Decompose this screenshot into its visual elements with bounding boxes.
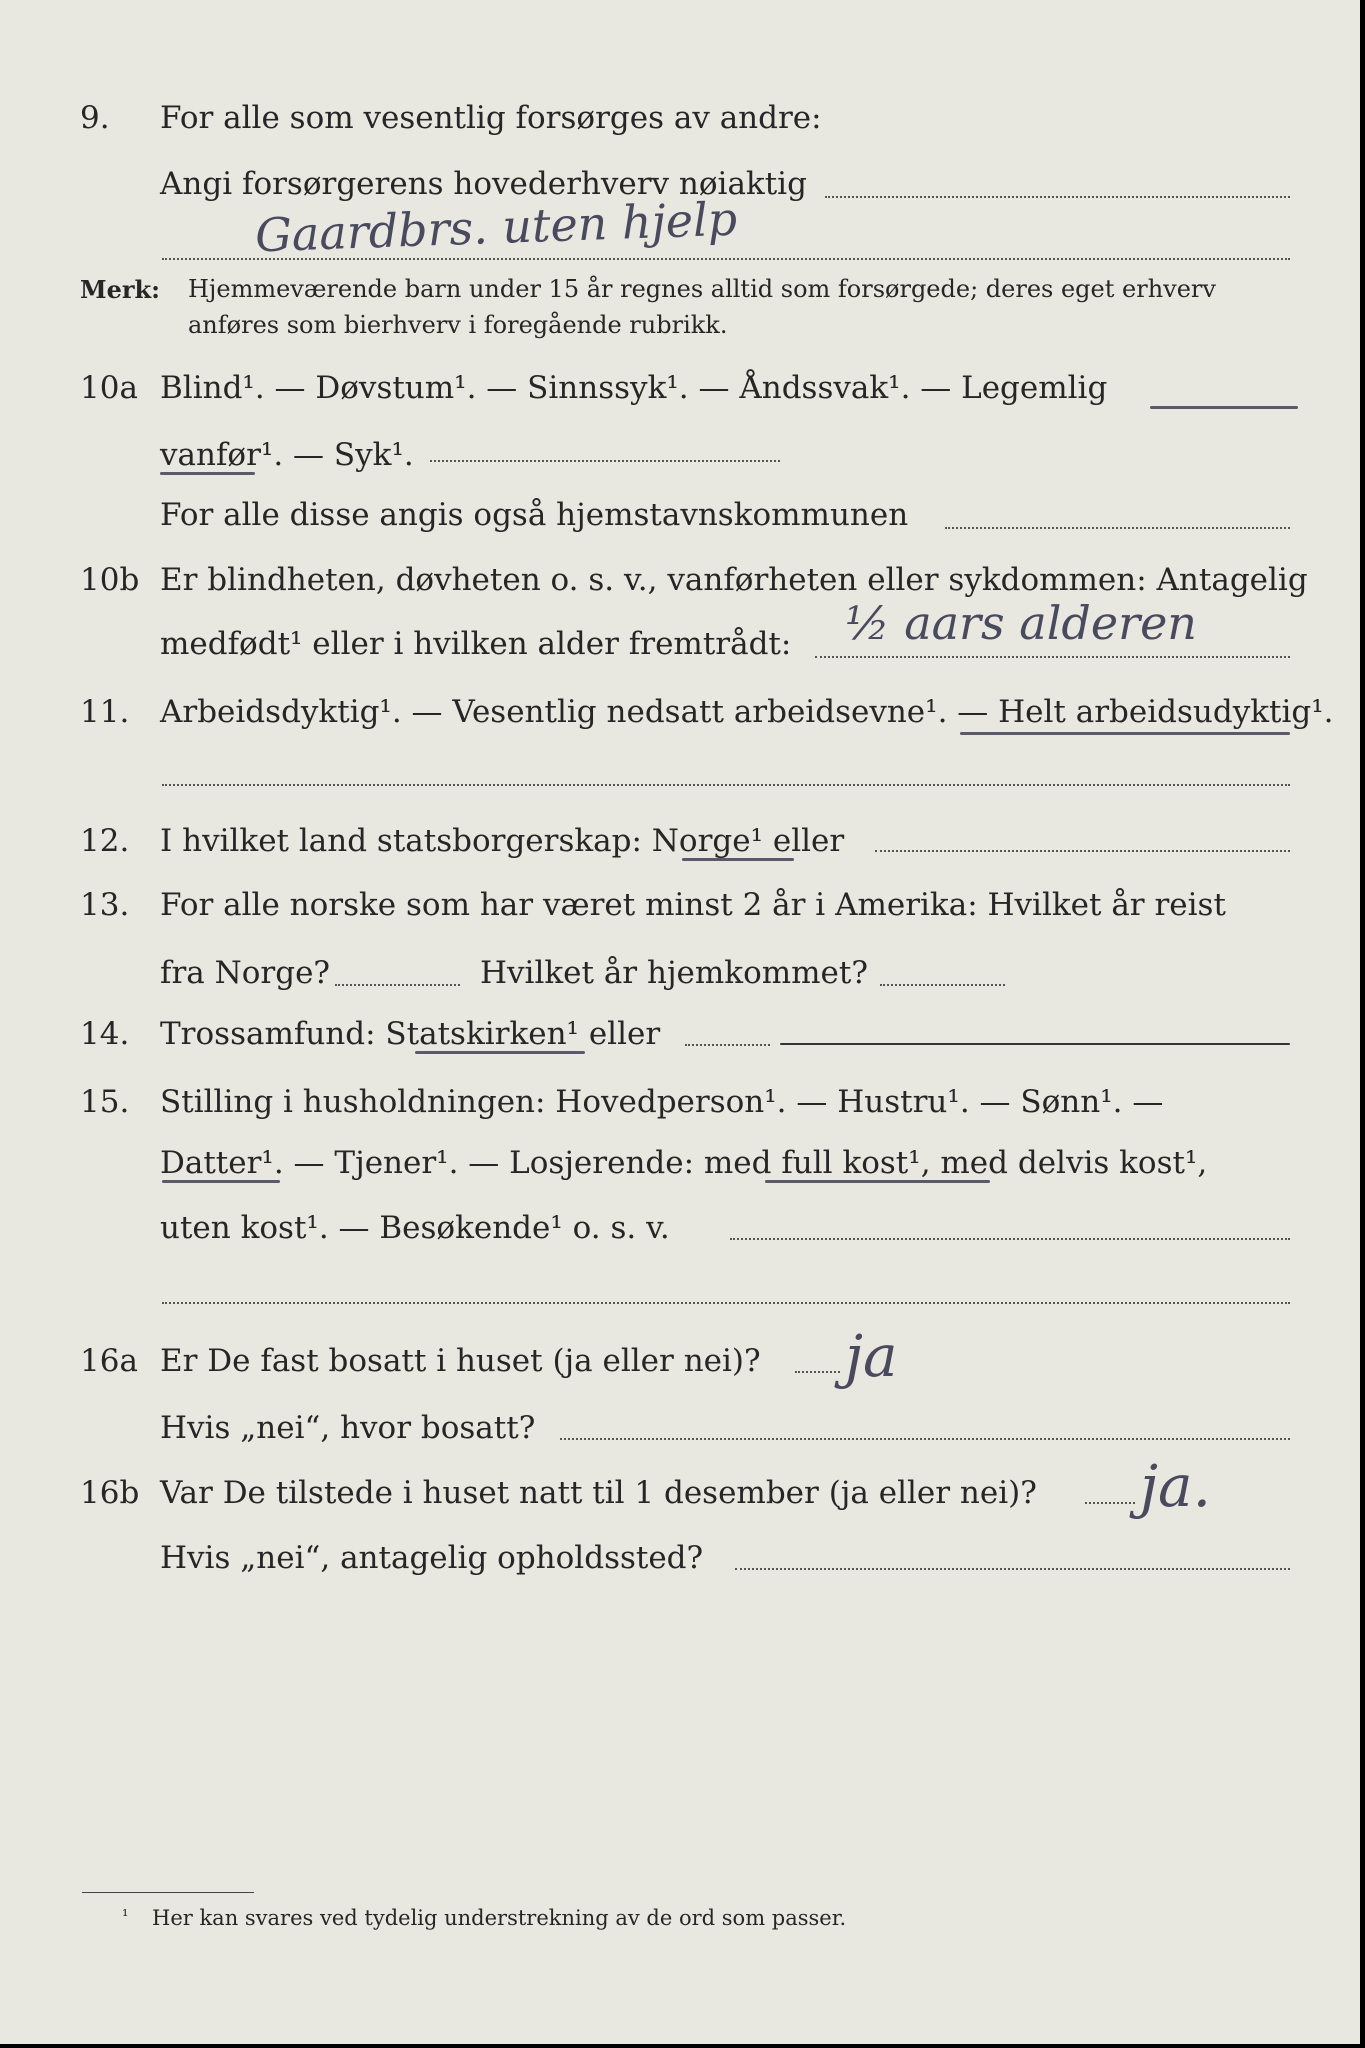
q11-dotted-line — [162, 784, 1290, 786]
q15-underline-full-kost — [765, 1180, 990, 1183]
q11-number: 11. — [80, 694, 130, 730]
q11-underline-helt — [960, 732, 1290, 735]
merk-text-1: Hjemmeværende barn under 15 år regnes alltid som forsørgede; deres eget erhverv — [188, 275, 1216, 303]
q10b-text-1: Er blindheten, døvheten o. s. v., vanførheten eller sykdommen: Antagelig — [160, 562, 1308, 598]
q14-answer-line — [780, 1043, 1290, 1045]
q16b-text-2: Hvis „nei“, antagelig opholdssted? — [160, 1540, 704, 1576]
q16a-text-1: Er De fast bosatt i huset (ja eller nei)? — [160, 1343, 761, 1379]
q15-text-3: uten kost¹. — Besøkende¹ o. s. v. — [160, 1210, 670, 1246]
q14-number: 14. — [80, 1016, 130, 1052]
q12-dotted-line — [875, 850, 1290, 852]
q16b-number: 16b — [80, 1475, 140, 1511]
q10b-text-2: medfødt¹ eller i hvilken alder fremtrådt: — [160, 626, 792, 662]
q16a-dotted-line-2 — [560, 1438, 1290, 1440]
q14-dotted-line-1 — [685, 1044, 770, 1046]
q10b-number: 10b — [80, 562, 140, 598]
q13-dotted-line-1 — [335, 984, 460, 986]
q10a-number: 10a — [80, 370, 138, 406]
q10a-dotted-line-2 — [945, 527, 1290, 529]
q13-text-2a: fra Norge? — [160, 955, 331, 991]
q15-dotted-line-2 — [162, 1302, 1290, 1304]
q15-dotted-line-1 — [730, 1238, 1290, 1240]
q10a-underline-legemlig — [1150, 406, 1298, 409]
q16a-text-2: Hvis „nei“, hvor bosatt? — [160, 1410, 536, 1446]
q16b-dotted-line-1 — [1085, 1502, 1135, 1504]
q12-underline-norge — [682, 858, 794, 861]
merk-text-2: anføres som bierhverv i foregående rubrikk. — [188, 311, 728, 339]
q15-text-2: Datter¹. — Tjener¹. — Losjerende: med full kost¹, med delvis kost¹, — [160, 1145, 1208, 1181]
q13-number: 13. — [80, 887, 130, 923]
q16b-text-1: Var De tilstede i huset natt til 1 desember (ja eller nei)? — [160, 1475, 1037, 1511]
q10a-underline-vanfor — [160, 472, 255, 475]
merk-label: Merk: — [80, 275, 160, 304]
q10a-dotted-line-1 — [430, 460, 780, 462]
q12-number: 12. — [80, 823, 130, 859]
q14-text-1: Trossamfund: Statskirken¹ eller — [160, 1016, 661, 1052]
q13-dotted-line-2 — [880, 984, 1005, 986]
q9-number: 9. — [80, 100, 110, 136]
q12-text-1: I hvilket land statsborgerskap: Norge¹ eller — [160, 823, 845, 859]
q9-dotted-line-2 — [162, 258, 1290, 260]
q10b-handwritten-answer: ½ aars alderen — [845, 596, 1197, 650]
q10a-text-1: Blind¹. — Døvstum¹. — Sinnssyk¹. — Åndssvak¹. — Legemlig — [160, 370, 1108, 406]
q15-number: 15. — [80, 1084, 130, 1120]
q16b-handwritten-answer: ja. — [1140, 1452, 1211, 1520]
q13-text-1: For alle norske som har været minst 2 år i Amerika: Hvilket år reist — [160, 887, 1226, 923]
q16b-dotted-line-2 — [735, 1568, 1290, 1570]
footnote-text: Her kan svares ved tydelig understrekning av de ord som passer. — [152, 1906, 847, 1930]
q9-text-2: Angi forsørgerens hovederhverv nøiaktig — [160, 166, 807, 202]
footnote-mark: ¹ — [122, 1906, 129, 1925]
footnote-rule — [82, 1892, 254, 1893]
q10b-dotted-line — [815, 656, 1290, 658]
q14-underline-statskirken — [415, 1051, 585, 1054]
q11-text-1: Arbeidsdyktig¹. — Vesentlig nedsatt arbeidsevne¹. — Helt arbeidsudyktig¹. — [160, 694, 1334, 730]
q10a-text-3: For alle disse angis også hjemstavnskommunen — [160, 497, 909, 533]
q9-dotted-line-1 — [825, 196, 1290, 198]
q9-handwritten-answer: Gaardbrs. uten hjelp — [254, 191, 738, 263]
q13-text-2b: Hvilket år hjemkommet? — [480, 955, 868, 991]
q16a-handwritten-answer: ja — [845, 1322, 898, 1390]
q9-text-1: For alle som vesentlig forsørges av andre: — [160, 100, 822, 136]
q15-underline-datter — [162, 1180, 280, 1183]
q15-text-1: Stilling i husholdningen: Hovedperson¹. — Hustru¹. — Sønn¹. — — [160, 1084, 1164, 1120]
q16a-dotted-line-1 — [795, 1371, 840, 1373]
q10a-text-2: vanfør¹. — Syk¹. — [160, 437, 414, 473]
q16a-number: 16a — [80, 1343, 138, 1379]
